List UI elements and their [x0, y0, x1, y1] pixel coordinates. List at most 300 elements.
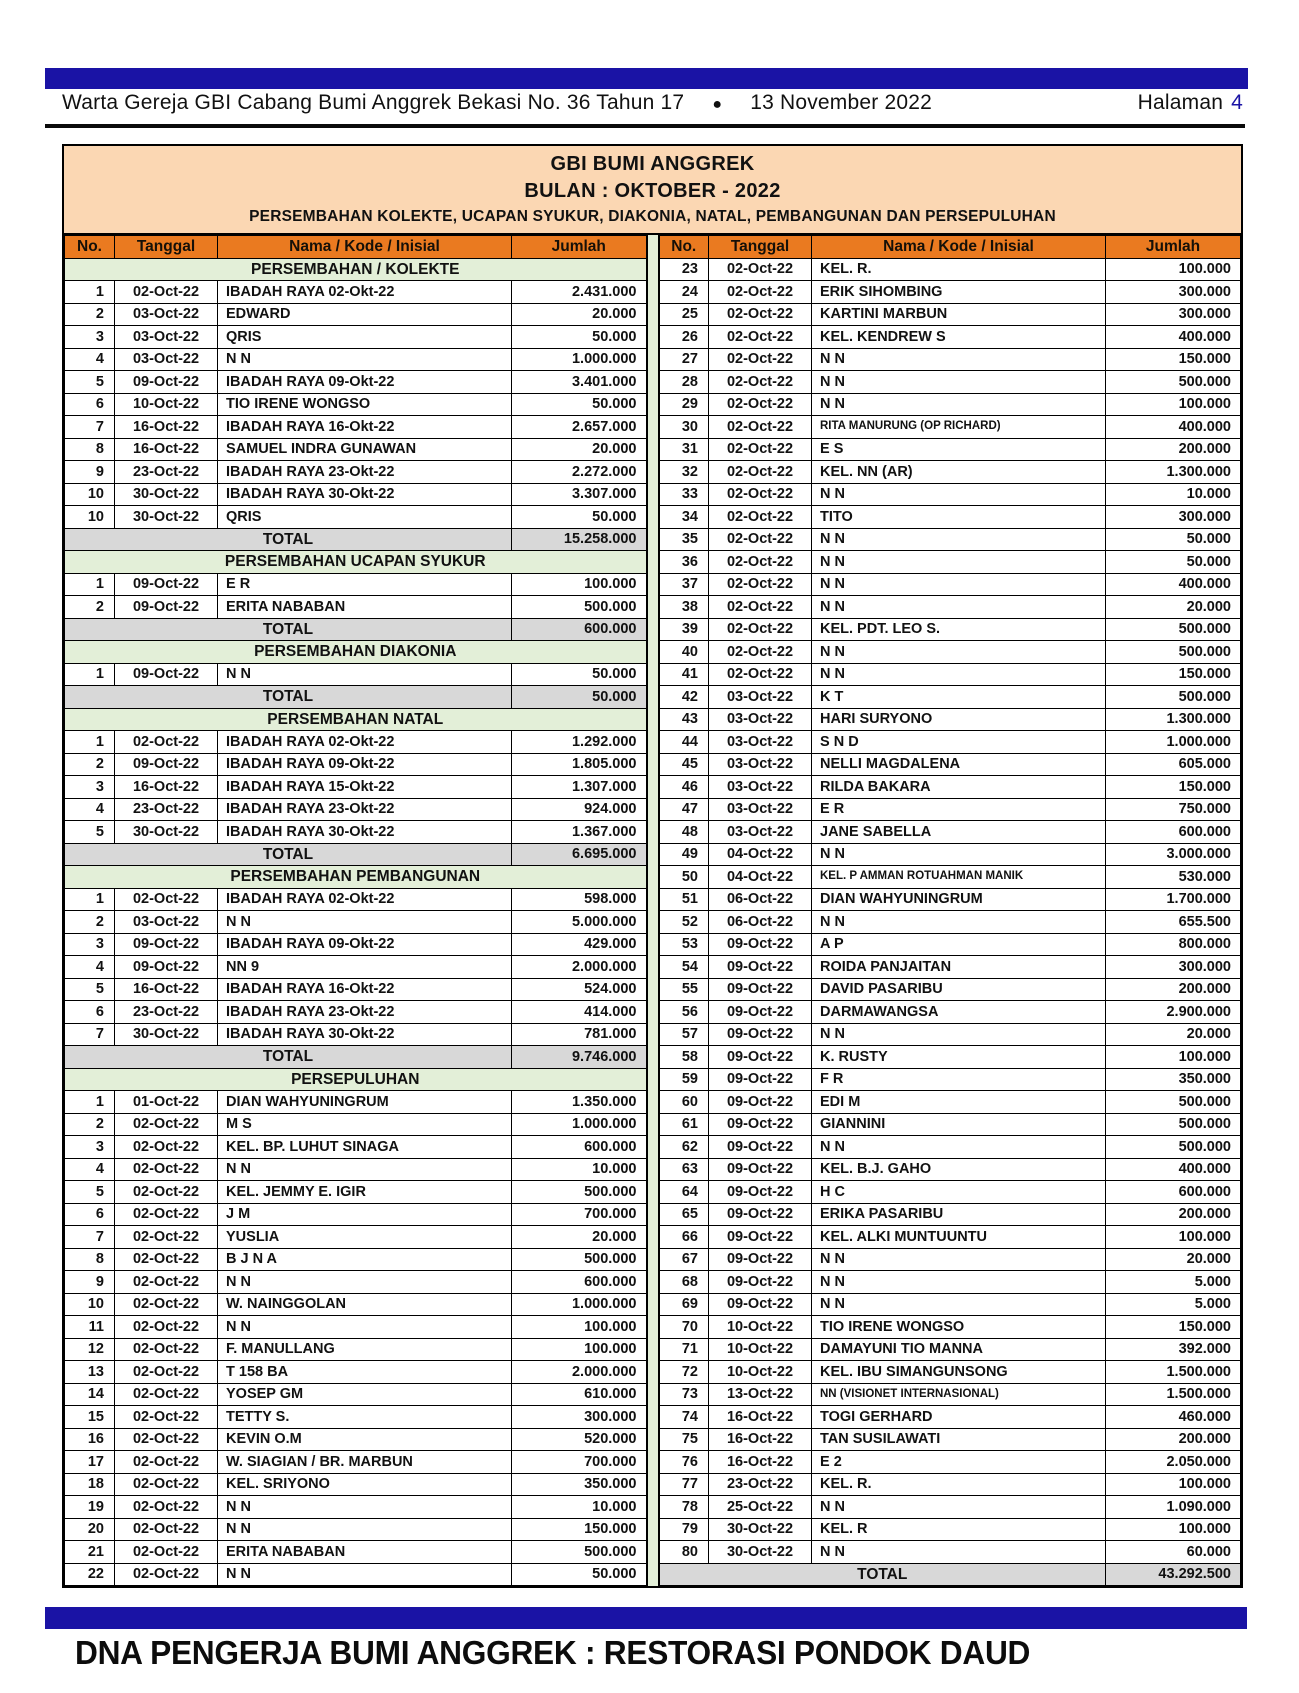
cell-date: 03-Oct-22	[709, 708, 812, 731]
table-row	[65, 956, 647, 979]
table-row	[659, 888, 1241, 911]
cell-date: 02-Oct-22	[115, 1338, 218, 1361]
cell-no: 39	[659, 618, 709, 641]
cell-amount: 350.000	[512, 1473, 647, 1496]
table-row	[659, 618, 1241, 641]
cell-no: 22	[65, 1563, 115, 1586]
cell-name: J M	[218, 1203, 512, 1226]
cell-name: QRIS	[218, 506, 512, 529]
cell-date: 13-Oct-22	[709, 1383, 812, 1406]
cell-amount: 1.350.000	[512, 1091, 647, 1114]
cell-amount: 605.000	[1106, 753, 1241, 776]
cell-date: 04-Oct-22	[709, 866, 812, 889]
cell-amount: 500.000	[512, 1541, 647, 1564]
cell-amount: 530.000	[1106, 866, 1241, 889]
cell-no: 15	[65, 1406, 115, 1429]
table-row	[659, 776, 1241, 799]
cell-date: 09-Oct-22	[115, 573, 218, 596]
cell-amount: 2.657.000	[512, 416, 647, 439]
cell-no: 77	[659, 1473, 709, 1496]
table-row	[659, 528, 1241, 551]
cell-amount: 300.000	[1106, 303, 1241, 326]
cell-no: 6	[65, 393, 115, 416]
cell-name: IBADAH RAYA 30-Okt-22	[218, 1023, 512, 1046]
cell-no: 56	[659, 1001, 709, 1024]
cell-no: 67	[659, 1248, 709, 1271]
cell-name: IBADAH RAYA 09-Okt-22	[218, 753, 512, 776]
cell-no: 17	[65, 1451, 115, 1474]
cell-amount: 10.000	[1106, 483, 1241, 506]
cell-name: KEL. ALKI MUNTUUNTU	[812, 1226, 1106, 1249]
cell-name: RILDA BAKARA	[812, 776, 1106, 799]
cell-date: 23-Oct-22	[115, 461, 218, 484]
cell-name: N N	[812, 393, 1106, 416]
cell-no: 14	[65, 1383, 115, 1406]
cell-amount: 100.000	[1106, 1046, 1241, 1069]
cell-name: GIANNINI	[812, 1113, 1106, 1136]
cell-name: N N	[812, 1293, 1106, 1316]
bullet-icon: ●	[712, 96, 723, 113]
col-header-nama: Nama / Kode / Inisial	[218, 236, 512, 259]
cell-date: 02-Oct-22	[115, 281, 218, 304]
cell-amount: 610.000	[512, 1383, 647, 1406]
cell-name: IBADAH RAYA 23-Okt-22	[218, 461, 512, 484]
cell-no: 6	[65, 1203, 115, 1226]
cell-amount: 500.000	[1106, 1113, 1241, 1136]
cell-amount: 1.307.000	[512, 776, 647, 799]
table-row	[65, 506, 647, 529]
cell-name: N N	[812, 663, 1106, 686]
cell-date: 02-Oct-22	[709, 348, 812, 371]
table-row	[659, 483, 1241, 506]
cell-no: 33	[659, 483, 709, 506]
table-row	[659, 1271, 1241, 1294]
cell-no: 2	[65, 596, 115, 619]
cell-amount: 600.000	[512, 1136, 647, 1159]
cell-amount: 460.000	[1106, 1406, 1241, 1429]
cell-date: 02-Oct-22	[115, 1316, 218, 1339]
cell-name: NN 9	[218, 956, 512, 979]
cell-date: 02-Oct-22	[709, 663, 812, 686]
cell-amount: 750.000	[1106, 798, 1241, 821]
cell-name: H C	[812, 1181, 1106, 1204]
cell-amount: 200.000	[1106, 1203, 1241, 1226]
cell-date: 06-Oct-22	[709, 888, 812, 911]
table-row	[659, 461, 1241, 484]
cell-name: KEL. SRIYONO	[218, 1473, 512, 1496]
cell-no: 13	[65, 1361, 115, 1384]
table-row	[65, 416, 647, 439]
cell-amount: 100.000	[512, 1316, 647, 1339]
cell-amount: 655.500	[1106, 911, 1241, 934]
cell-no: 60	[659, 1091, 709, 1114]
cell-date: 02-Oct-22	[115, 1271, 218, 1294]
cell-name: T 158 BA	[218, 1361, 512, 1384]
cell-amount: 500.000	[512, 596, 647, 619]
cell-name: DIAN WAHYUNINGRUM	[812, 888, 1106, 911]
cell-no: 10	[65, 506, 115, 529]
cell-no: 76	[659, 1451, 709, 1474]
cell-no: 1	[65, 573, 115, 596]
column-header-row	[65, 236, 647, 259]
cell-amount: 2.000.000	[512, 956, 647, 979]
total-label: TOTAL	[659, 1563, 1106, 1586]
cell-name: IBADAH RAYA 02-Okt-22	[218, 731, 512, 754]
cell-no: 1	[65, 1091, 115, 1114]
cell-name: N N	[812, 1496, 1106, 1519]
cell-amount: 500.000	[1106, 1091, 1241, 1114]
cell-name: N N	[812, 1271, 1106, 1294]
table-row	[65, 1563, 647, 1586]
cell-name: E R	[218, 573, 512, 596]
cell-name: IBADAH RAYA 09-Okt-22	[218, 371, 512, 394]
cell-amount: 500.000	[1106, 1136, 1241, 1159]
cell-name: KEL. KENDREW S	[812, 326, 1106, 349]
cell-no: 32	[659, 461, 709, 484]
cell-date: 09-Oct-22	[709, 1068, 812, 1091]
table-row	[659, 1361, 1241, 1384]
cell-date: 23-Oct-22	[115, 798, 218, 821]
cell-amount: 1.805.000	[512, 753, 647, 776]
cell-name: ERITA NABABAN	[218, 1541, 512, 1564]
cell-amount: 150.000	[1106, 348, 1241, 371]
cell-amount: 2.050.000	[1106, 1451, 1241, 1474]
cell-name: E R	[812, 798, 1106, 821]
cell-amount: 700.000	[512, 1451, 647, 1474]
footer-headline: DNA PENGERJA BUMI ANGGREK : RESTORASI PONDOK DAUD	[75, 1634, 1031, 1671]
table-row	[65, 348, 647, 371]
cell-no: 70	[659, 1316, 709, 1339]
cell-no: 4	[65, 348, 115, 371]
cell-name: N N	[812, 348, 1106, 371]
table-row	[65, 1541, 647, 1564]
cell-date: 09-Oct-22	[709, 1203, 812, 1226]
cell-date: 03-Oct-22	[709, 798, 812, 821]
cell-name: N N	[812, 843, 1106, 866]
cell-name: IBADAH RAYA 16-Okt-22	[218, 978, 512, 1001]
table-row	[65, 461, 647, 484]
table-row	[659, 1518, 1241, 1541]
table-row	[659, 1541, 1241, 1564]
cell-amount: 924.000	[512, 798, 647, 821]
cell-name: DIAN WAHYUNINGRUM	[218, 1091, 512, 1114]
table-row	[659, 281, 1241, 304]
total-row	[659, 1563, 1241, 1586]
table-row	[659, 348, 1241, 371]
cell-name: KEL. P AMMAN ROTUAHMAN MANIK	[812, 866, 1106, 889]
offerings-sheet	[62, 144, 1243, 1588]
table-row	[65, 1406, 647, 1429]
cell-name: N N	[812, 371, 1106, 394]
cell-amount: 520.000	[512, 1428, 647, 1451]
cell-no: 20	[65, 1518, 115, 1541]
cell-name: W. NAINGGOLAN	[218, 1293, 512, 1316]
cell-name: KEL. JEMMY E. IGIR	[218, 1181, 512, 1204]
cell-date: 02-Oct-22	[709, 281, 812, 304]
cell-amount: 10.000	[512, 1496, 647, 1519]
cell-no: 3	[65, 326, 115, 349]
cell-no: 61	[659, 1113, 709, 1136]
cell-name: N N	[218, 1158, 512, 1181]
table-row	[659, 1068, 1241, 1091]
cell-amount: 3.000.000	[1106, 843, 1241, 866]
cell-date: 03-Oct-22	[115, 348, 218, 371]
cell-name: EDI M	[812, 1091, 1106, 1114]
cell-name: N N	[812, 528, 1106, 551]
section-label: PERSEMBAHAN / KOLEKTE	[65, 258, 647, 281]
table-row	[659, 978, 1241, 1001]
cell-date: 09-Oct-22	[709, 1248, 812, 1271]
cell-date: 02-Oct-22	[115, 1496, 218, 1519]
table-row	[659, 731, 1241, 754]
cell-name: IBADAH RAYA 23-Okt-22	[218, 798, 512, 821]
cell-name: F R	[812, 1068, 1106, 1091]
cell-name: KEL. R.	[812, 258, 1106, 281]
header-rule	[45, 124, 1245, 128]
cell-no: 1	[65, 663, 115, 686]
cell-amount: 600.000	[1106, 1181, 1241, 1204]
table-row	[659, 1113, 1241, 1136]
total-amount: 600.000	[512, 618, 647, 641]
table-row	[65, 1248, 647, 1271]
cell-date: 30-Oct-22	[115, 1023, 218, 1046]
cell-date: 30-Oct-22	[115, 483, 218, 506]
cell-name: M S	[218, 1113, 512, 1136]
cell-date: 30-Oct-22	[709, 1518, 812, 1541]
table-gutter	[648, 235, 658, 1586]
total-label: TOTAL	[65, 618, 512, 641]
cell-name: YUSLIA	[218, 1226, 512, 1249]
cell-date: 03-Oct-22	[115, 911, 218, 934]
cell-date: 09-Oct-22	[709, 978, 812, 1001]
cell-name: TETTY S.	[218, 1406, 512, 1429]
cell-no: 16	[65, 1428, 115, 1451]
cell-amount: 20.000	[1106, 596, 1241, 619]
cell-name: N N	[218, 1563, 512, 1586]
cell-amount: 2.272.000	[512, 461, 647, 484]
cell-amount: 300.000	[512, 1406, 647, 1429]
table-row	[659, 663, 1241, 686]
table-row	[65, 731, 647, 754]
cell-amount: 200.000	[1106, 978, 1241, 1001]
cell-date: 02-Oct-22	[115, 1226, 218, 1249]
cell-date: 02-Oct-22	[709, 551, 812, 574]
cell-amount: 100.000	[1106, 393, 1241, 416]
total-amount: 9.746.000	[512, 1046, 647, 1069]
table-row	[65, 371, 647, 394]
cell-name: N N	[812, 1136, 1106, 1159]
cell-no: 19	[65, 1496, 115, 1519]
cell-date: 09-Oct-22	[709, 1046, 812, 1069]
cell-date: 02-Oct-22	[115, 1293, 218, 1316]
col-header-nama: Nama / Kode / Inisial	[812, 236, 1106, 259]
cell-name: N N	[218, 1271, 512, 1294]
cell-date: 09-Oct-22	[709, 1023, 812, 1046]
cell-name: IBADAH RAYA 02-Okt-22	[218, 281, 512, 304]
page-label: Halaman	[1137, 91, 1224, 114]
cell-date: 02-Oct-22	[709, 371, 812, 394]
cell-amount: 5.000	[1106, 1271, 1241, 1294]
cell-amount: 700.000	[512, 1203, 647, 1226]
cell-date: 03-Oct-22	[709, 731, 812, 754]
cell-amount: 50.000	[512, 326, 647, 349]
table-row	[65, 1001, 647, 1024]
total-amount: 6.695.000	[512, 843, 647, 866]
cell-amount: 200.000	[1106, 1428, 1241, 1451]
cell-name: N N	[218, 1518, 512, 1541]
table-row	[65, 1181, 647, 1204]
table-row	[659, 866, 1241, 889]
col-header-no: No.	[659, 236, 709, 259]
cell-name: N N	[218, 911, 512, 934]
cell-date: 02-Oct-22	[115, 1383, 218, 1406]
cell-date: 09-Oct-22	[115, 956, 218, 979]
cell-no: 45	[659, 753, 709, 776]
cell-date: 02-Oct-22	[709, 438, 812, 461]
cell-date: 02-Oct-22	[709, 528, 812, 551]
cell-name: KARTINI MARBUN	[812, 303, 1106, 326]
table-row	[65, 1136, 647, 1159]
cell-date: 09-Oct-22	[709, 1158, 812, 1181]
cell-no: 41	[659, 663, 709, 686]
table-row	[65, 663, 647, 686]
cell-no: 63	[659, 1158, 709, 1181]
table-row	[659, 438, 1241, 461]
cell-name: KEVIN O.M	[218, 1428, 512, 1451]
cell-name: E 2	[812, 1451, 1106, 1474]
cell-name: S N D	[812, 731, 1106, 754]
table-row	[659, 393, 1241, 416]
cell-amount: 50.000	[512, 663, 647, 686]
cell-date: 02-Oct-22	[115, 1158, 218, 1181]
cell-date: 09-Oct-22	[709, 1136, 812, 1159]
table-row	[65, 911, 647, 934]
cell-no: 10	[65, 1293, 115, 1316]
cell-date: 02-Oct-22	[709, 461, 812, 484]
cell-no: 10	[65, 483, 115, 506]
cell-name: NELLI MAGDALENA	[812, 753, 1106, 776]
cell-no: 72	[659, 1361, 709, 1384]
cell-no: 78	[659, 1496, 709, 1519]
cell-name: N N	[812, 551, 1106, 574]
cell-no: 8	[65, 438, 115, 461]
cell-date: 06-Oct-22	[709, 911, 812, 934]
table-row	[659, 303, 1241, 326]
cell-no: 11	[65, 1316, 115, 1339]
cell-name: JANE SABELLA	[812, 821, 1106, 844]
cell-name: DAVID PASARIBU	[812, 978, 1106, 1001]
total-row	[65, 843, 647, 866]
table-row	[659, 1293, 1241, 1316]
table-row	[659, 1203, 1241, 1226]
cell-date: 23-Oct-22	[709, 1473, 812, 1496]
cell-date: 16-Oct-22	[709, 1428, 812, 1451]
cell-date: 09-Oct-22	[709, 1271, 812, 1294]
cell-date: 23-Oct-22	[115, 1001, 218, 1024]
col-header-tanggal: Tanggal	[709, 236, 812, 259]
cell-date: 16-Oct-22	[115, 776, 218, 799]
cell-date: 02-Oct-22	[709, 641, 812, 664]
cell-name: K T	[812, 686, 1106, 709]
table-row	[659, 1451, 1241, 1474]
cell-amount: 800.000	[1106, 933, 1241, 956]
cell-no: 74	[659, 1406, 709, 1429]
cell-no: 29	[659, 393, 709, 416]
cell-amount: 100.000	[512, 573, 647, 596]
cell-no: 23	[659, 258, 709, 281]
cell-no: 5	[65, 821, 115, 844]
table-row	[659, 843, 1241, 866]
tables-row	[64, 235, 1241, 1586]
cell-no: 49	[659, 843, 709, 866]
cell-amount: 1.000.000	[512, 348, 647, 371]
cell-date: 16-Oct-22	[115, 416, 218, 439]
cell-name: N N	[812, 1541, 1106, 1564]
total-amount: 43.292.500	[1106, 1563, 1241, 1586]
cell-amount: 781.000	[512, 1023, 647, 1046]
cell-no: 21	[65, 1541, 115, 1564]
cell-date: 09-Oct-22	[709, 956, 812, 979]
cell-name: E S	[812, 438, 1106, 461]
cell-amount: 2.431.000	[512, 281, 647, 304]
cell-amount: 50.000	[512, 1563, 647, 1586]
cell-no: 66	[659, 1226, 709, 1249]
cell-no: 55	[659, 978, 709, 1001]
table-row	[659, 1136, 1241, 1159]
table-row	[65, 1518, 647, 1541]
cell-date: 02-Oct-22	[709, 506, 812, 529]
cell-amount: 1.500.000	[1106, 1361, 1241, 1384]
cell-date: 09-Oct-22	[709, 1113, 812, 1136]
cell-no: 42	[659, 686, 709, 709]
cell-date: 03-Oct-22	[115, 326, 218, 349]
cell-amount: 200.000	[1106, 438, 1241, 461]
cell-no: 7	[65, 1023, 115, 1046]
cell-amount: 598.000	[512, 888, 647, 911]
cell-amount: 1.367.000	[512, 821, 647, 844]
table-row	[65, 1203, 647, 1226]
cell-name: KEL. NN (AR)	[812, 461, 1106, 484]
cell-no: 4	[65, 1158, 115, 1181]
cell-amount: 20.000	[512, 438, 647, 461]
table-row	[65, 1293, 647, 1316]
cell-date: 02-Oct-22	[115, 731, 218, 754]
cell-amount: 524.000	[512, 978, 647, 1001]
cell-amount: 300.000	[1106, 956, 1241, 979]
table-row	[65, 393, 647, 416]
table-row	[659, 1473, 1241, 1496]
cell-no: 44	[659, 731, 709, 754]
cell-no: 36	[659, 551, 709, 574]
table-row	[659, 551, 1241, 574]
total-label: TOTAL	[65, 1046, 512, 1069]
col-header-jumlah: Jumlah	[1106, 236, 1241, 259]
table-row	[659, 371, 1241, 394]
table-row	[659, 686, 1241, 709]
cell-name: TIO IRENE WONGSO	[218, 393, 512, 416]
cell-name: B J N A	[218, 1248, 512, 1271]
cell-date: 03-Oct-22	[115, 303, 218, 326]
cell-amount: 5.000	[1106, 1293, 1241, 1316]
month-title: BULAN : OKTOBER - 2022	[524, 180, 781, 202]
cell-date: 09-Oct-22	[709, 1091, 812, 1114]
cell-date: 10-Oct-22	[709, 1361, 812, 1384]
cell-name: TIO IRENE WONGSO	[812, 1316, 1106, 1339]
cell-no: 51	[659, 888, 709, 911]
page-number: 4	[1231, 91, 1243, 114]
cell-amount: 500.000	[512, 1248, 647, 1271]
table-row	[65, 438, 647, 461]
